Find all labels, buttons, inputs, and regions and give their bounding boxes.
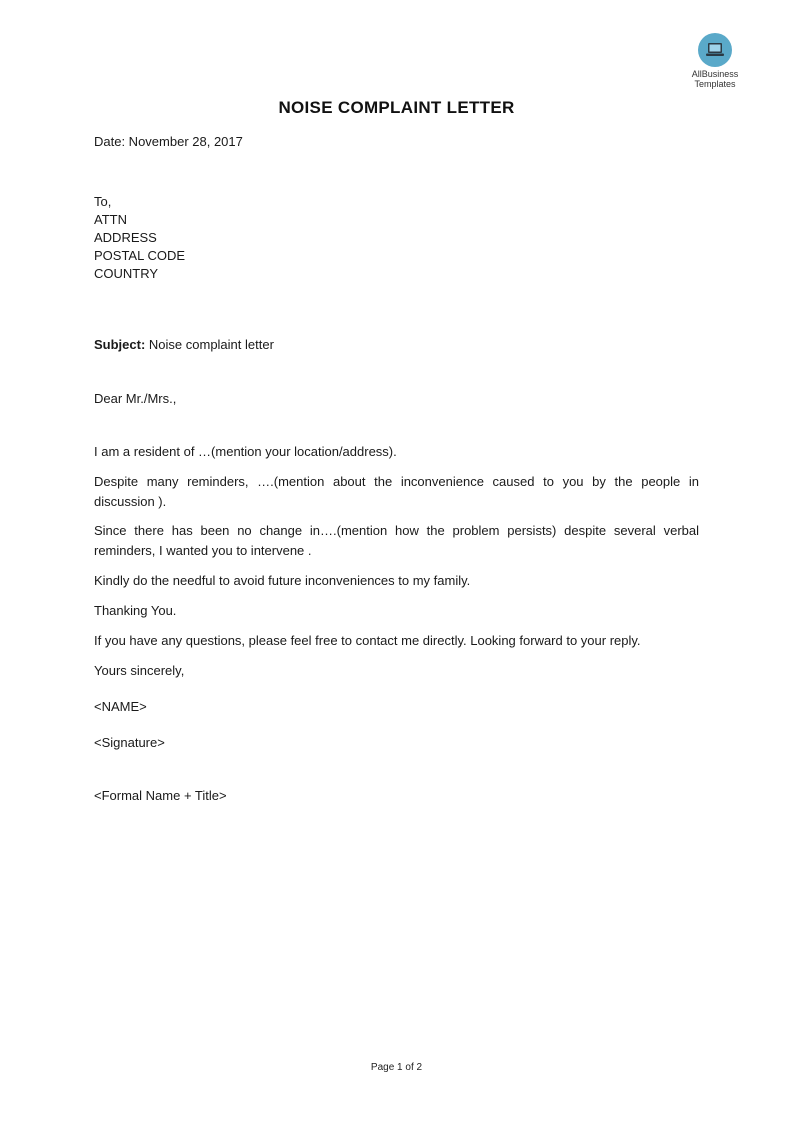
body-paragraph-6: If you have any questions, please feel free to contact me directly. Looking forward to your reply. [94,633,641,648]
body-paragraph-3-line-2: reminders, I wanted you to intervene . [94,543,312,558]
logo-text-line1: AllBusiness [691,69,739,79]
signature-placeholder: <Signature> [94,735,165,750]
address-postal-code: POSTAL CODE [94,248,186,263]
subject-label: Subject: [94,337,146,352]
page-title: NOISE COMPLAINT LETTER [278,98,515,117]
page-number: Page 1 of 2 [370,1062,423,1073]
name-placeholder: <NAME> [94,699,147,714]
body-paragraph-1: I am a resident of …(mention your location/address). [94,444,397,459]
salutation: Dear Mr./Mrs., [94,391,177,406]
body-paragraph-5: Thanking You. [94,603,177,618]
address-line: ADDRESS [94,230,157,245]
body-paragraph-2 [94,472,699,512]
body-paragraph-4: Kindly do the needful to avoid future inconveniences to my family. [94,573,471,588]
address-country: COUNTRY [94,266,159,281]
brand-logo [682,33,748,89]
address-attn: ATTN [94,212,127,227]
subject-line [94,336,274,354]
body-paragraph-3-line-1: Since there has been no change in….(mention how the problem persists) despite several verbal [94,523,699,538]
body-paragraph-3 [94,521,699,561]
laptop-icon [698,33,732,67]
date-line: Date: November 28, 2017 [94,134,243,149]
logo-text-line2: Templates [694,79,736,89]
address-to: To, [94,194,112,209]
formal-name-placeholder: <Formal Name + Title> [94,788,227,803]
subject-value: Noise complaint letter [145,337,274,352]
body-paragraph-2-line-1: Despite many reminders, ….(mention about the inconvenience caused to you by the people in [94,474,699,489]
body-paragraph-2-line-2: discussion ). [94,494,167,509]
closing: Yours sincerely, [94,663,185,678]
